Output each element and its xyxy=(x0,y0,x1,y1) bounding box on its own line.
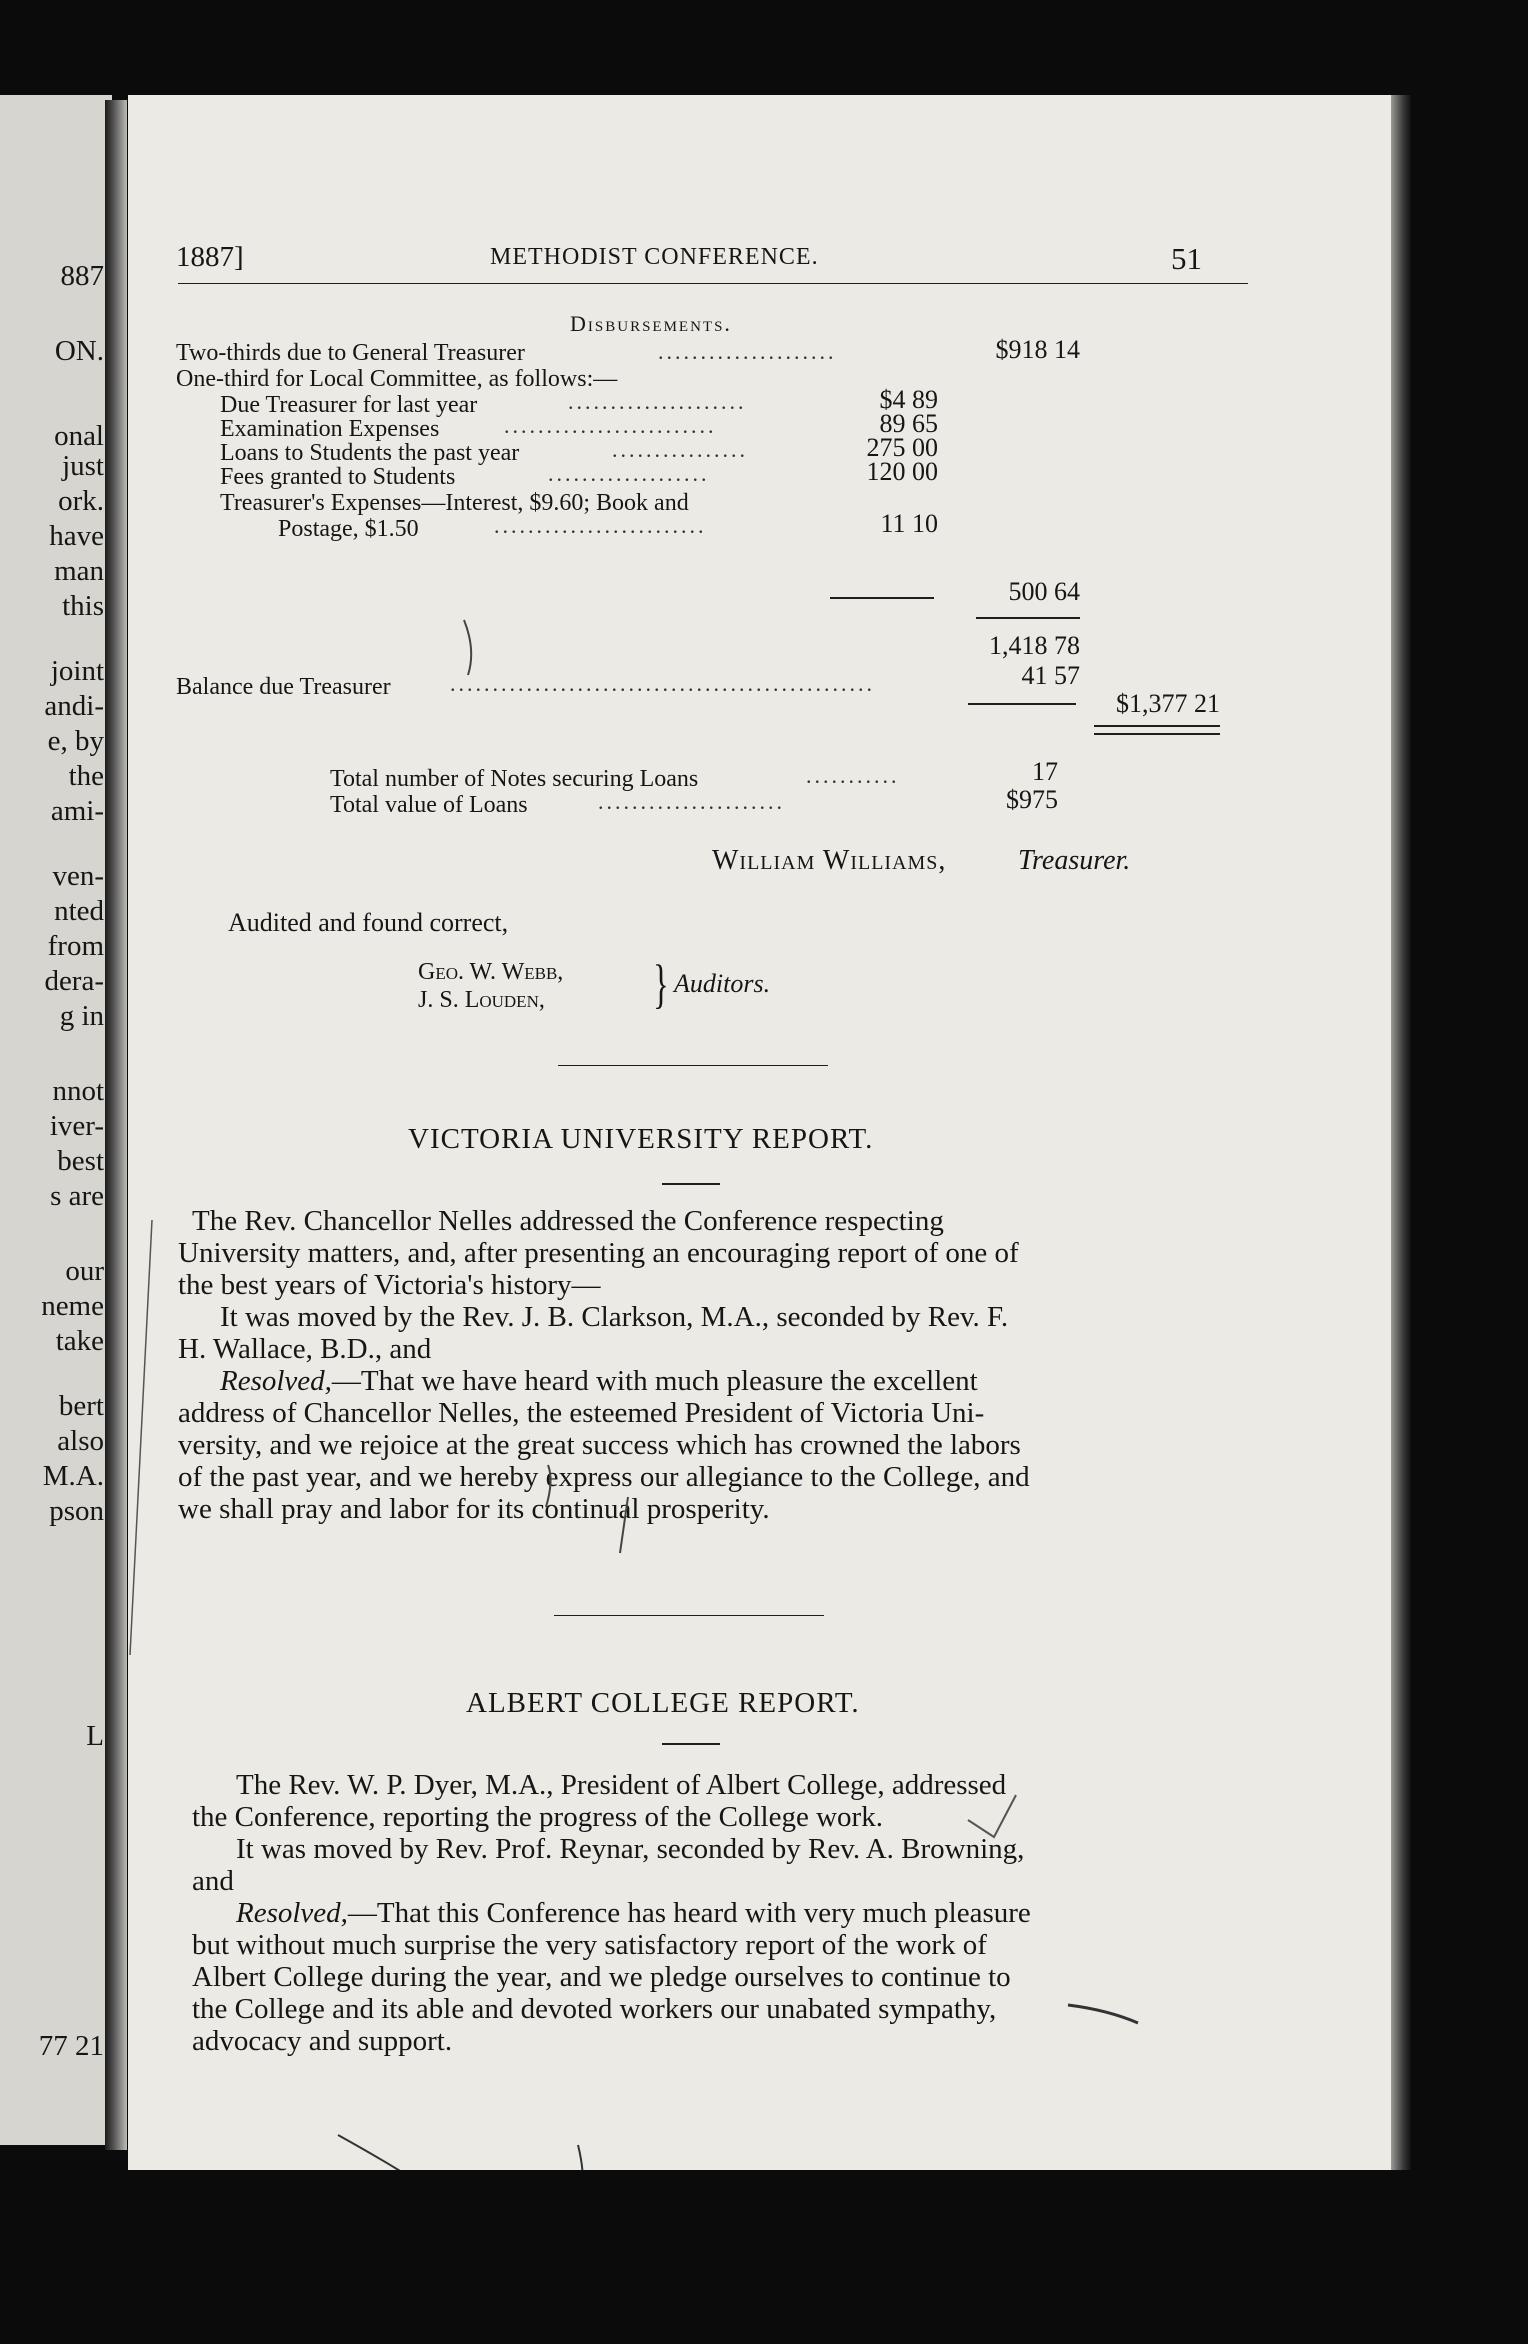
page-number: 51 xyxy=(1171,241,1202,276)
victoria-line-4: It was moved by the Rev. J. B. Clarkson, M.A., seconded by Rev. F. xyxy=(220,1301,1009,1333)
leader-dots: ......................... xyxy=(494,513,707,538)
auditor-louden: J. S. Louden, xyxy=(418,987,545,1013)
leader-dots: ......................... xyxy=(504,413,717,438)
left-page-fragment: nted xyxy=(54,895,104,927)
left-page-fragment: man xyxy=(54,555,104,587)
notes-value-label: Total value of Loans xyxy=(330,792,528,818)
leader-dots: ...................... xyxy=(598,789,785,814)
left-page-fragment: neme xyxy=(41,1290,104,1322)
left-page-fragment: ven- xyxy=(52,860,104,892)
amount-two-thirds: $918 14 xyxy=(995,335,1080,364)
left-page-fragment: 887 xyxy=(60,260,104,292)
auditors-role: Auditors. xyxy=(674,969,771,998)
header-year: 1887] xyxy=(176,241,244,273)
albert-line-5: but without much surprise the very satisfactory report of the work of xyxy=(192,1929,987,1961)
auditors-brace: } xyxy=(653,954,669,1014)
sub-row-examination: Examination Expenses xyxy=(220,416,440,442)
notes-value-amount: $975 xyxy=(1006,785,1058,814)
left-page-fragment: best xyxy=(57,1145,104,1177)
left-page-fragment: have xyxy=(49,520,104,552)
amount-grand-total: 1,418 78 xyxy=(989,631,1080,660)
notes-count-value: 17 xyxy=(1032,757,1058,786)
book-gutter xyxy=(105,100,127,2150)
left-page-fragment: our xyxy=(65,1255,104,1287)
left-page-fragment: dera- xyxy=(44,965,104,997)
left-page-fragment: joint xyxy=(50,655,104,687)
albert-resolved-text: —That this Conference has heard with very much pleasure xyxy=(347,1897,1031,1929)
albert-line-3: It was moved by Rev. Prof. Reynar, seconded by Rev. A. Browning, xyxy=(236,1833,1025,1865)
amount-postage: 11 10 xyxy=(880,509,938,538)
victoria-line-7: versity, and we rejoice at the great success which has crowned the labors xyxy=(178,1429,1021,1461)
albert-resolved: Resolved, xyxy=(236,1897,348,1929)
left-page-fragment: ON. xyxy=(54,335,104,367)
victoria-line-5: H. Wallace, B.D., and xyxy=(178,1333,432,1365)
left-facing-page xyxy=(0,95,112,2145)
leader-dots: .................................................. xyxy=(450,671,875,696)
victoria-line-9: we shall pray and labor for its continual prosperity. xyxy=(178,1493,770,1525)
left-page-fragment: g in xyxy=(59,1000,104,1032)
left-page-fragment: s are xyxy=(50,1180,104,1212)
running-title: METHODIST CONFERENCE. xyxy=(490,244,819,270)
albert-line-1: The Rev. W. P. Dyer, M.A., President of Albert College, addressed xyxy=(236,1769,1007,1801)
main-page xyxy=(128,95,1391,2170)
left-page-fragment: also xyxy=(57,1425,104,1457)
left-page-fragment: ami- xyxy=(50,795,104,827)
row-two-thirds: Two-thirds due to General Treasurer xyxy=(176,340,525,366)
disbursements-heading: Disbursements. xyxy=(570,311,732,336)
albert-line-4: and xyxy=(192,1865,234,1897)
amount-loans: 275 00 xyxy=(866,433,938,462)
left-page-fragment: this xyxy=(62,590,104,622)
albert-line-6: Albert College during the year, and we pledge ourselves to continue to xyxy=(192,1961,1011,1993)
left-page-fragment: bert xyxy=(58,1390,104,1422)
victoria-resolved: Resolved, xyxy=(220,1365,332,1397)
left-page-fragment: from xyxy=(47,930,104,962)
row-one-third: One-third for Local Committee, as follows:— xyxy=(176,366,618,392)
leader-dots: ..................... xyxy=(568,389,747,414)
leader-dots: ..................... xyxy=(658,339,837,364)
left-page-fragment: andi- xyxy=(44,690,104,722)
leader-dots: ................... xyxy=(548,461,710,486)
treasurer-role: Treasurer. xyxy=(1018,845,1131,876)
left-page-fragment: nnot xyxy=(52,1075,104,1107)
left-page-fragment: e, by xyxy=(47,725,104,757)
sub-row-due-treasurer: Due Treasurer for last year xyxy=(220,392,478,418)
albert-line-2: the Conference, reporting the progress of the College work. xyxy=(192,1801,883,1833)
sub-row-loans: Loans to Students the past year xyxy=(220,440,520,466)
victoria-line-2: University matters, and, after presenting an encouraging report of one of xyxy=(178,1237,1019,1269)
victoria-line-3: the best years of Victoria's history— xyxy=(178,1269,601,1301)
amount-examination: 89 65 xyxy=(879,409,938,438)
notes-count-label: Total number of Notes securing Loans xyxy=(330,766,699,792)
audit-statement: Audited and found correct, xyxy=(228,908,509,937)
balance-label: Balance due Treasurer xyxy=(176,674,391,700)
left-page-fragment: onal xyxy=(54,420,104,452)
victoria-line-1: The Rev. Chancellor Nelles addressed the Conference respecting xyxy=(192,1205,944,1237)
treasurer-name: William Williams, xyxy=(712,845,947,876)
page-edge-shadow xyxy=(1391,95,1411,2170)
albert-line-7: the College and its able and devoted workers our unabated sympathy, xyxy=(192,1993,997,2025)
albert-line-8: advocacy and support. xyxy=(192,2025,453,2057)
sub-row-treasurer-expenses: Treasurer's Expenses—Interest, $9.60; Book and xyxy=(220,490,689,516)
auditor-webb: Geo. W. Webb, xyxy=(418,959,564,985)
amount-balance: 41 57 xyxy=(1021,661,1080,690)
sub-row-postage: Postage, $1.50 xyxy=(278,516,419,542)
amount-due-treasurer: $4 89 xyxy=(879,385,938,414)
leader-dots: ................ xyxy=(612,437,748,462)
left-page-fragment: pson xyxy=(49,1495,104,1527)
left-page-fragment: take xyxy=(55,1325,104,1357)
albert-heading: ALBERT COLLEGE REPORT. xyxy=(466,1687,860,1719)
pencil-marks xyxy=(128,95,1391,2170)
amount-fees: 120 00 xyxy=(866,457,938,486)
leader-dots: ........... xyxy=(806,763,900,788)
victoria-line-8: of the past year, and we hereby express our allegiance to the College, and xyxy=(178,1461,1030,1493)
victoria-heading: VICTORIA UNIVERSITY REPORT. xyxy=(408,1123,874,1155)
left-page-fragment: the xyxy=(68,760,104,792)
left-page-fragment: just xyxy=(62,450,104,482)
victoria-resolved-text: —That we have heard with much pleasure the excellent xyxy=(331,1365,978,1397)
victoria-line-6: address of Chancellor Nelles, the esteemed President of Victoria Uni- xyxy=(178,1397,985,1429)
left-page-fragment: L xyxy=(86,1720,104,1752)
left-page-fragment: 77 21 xyxy=(38,2030,104,2062)
amount-local-total: 500 64 xyxy=(1008,577,1080,606)
left-page-fragment: M.A. xyxy=(42,1460,104,1492)
sub-row-fees: Fees granted to Students xyxy=(220,464,456,490)
amount-net-total: $1,377 21 xyxy=(1116,689,1220,718)
left-page-fragment: ork. xyxy=(58,485,104,517)
left-page-fragment: iver- xyxy=(49,1110,104,1142)
